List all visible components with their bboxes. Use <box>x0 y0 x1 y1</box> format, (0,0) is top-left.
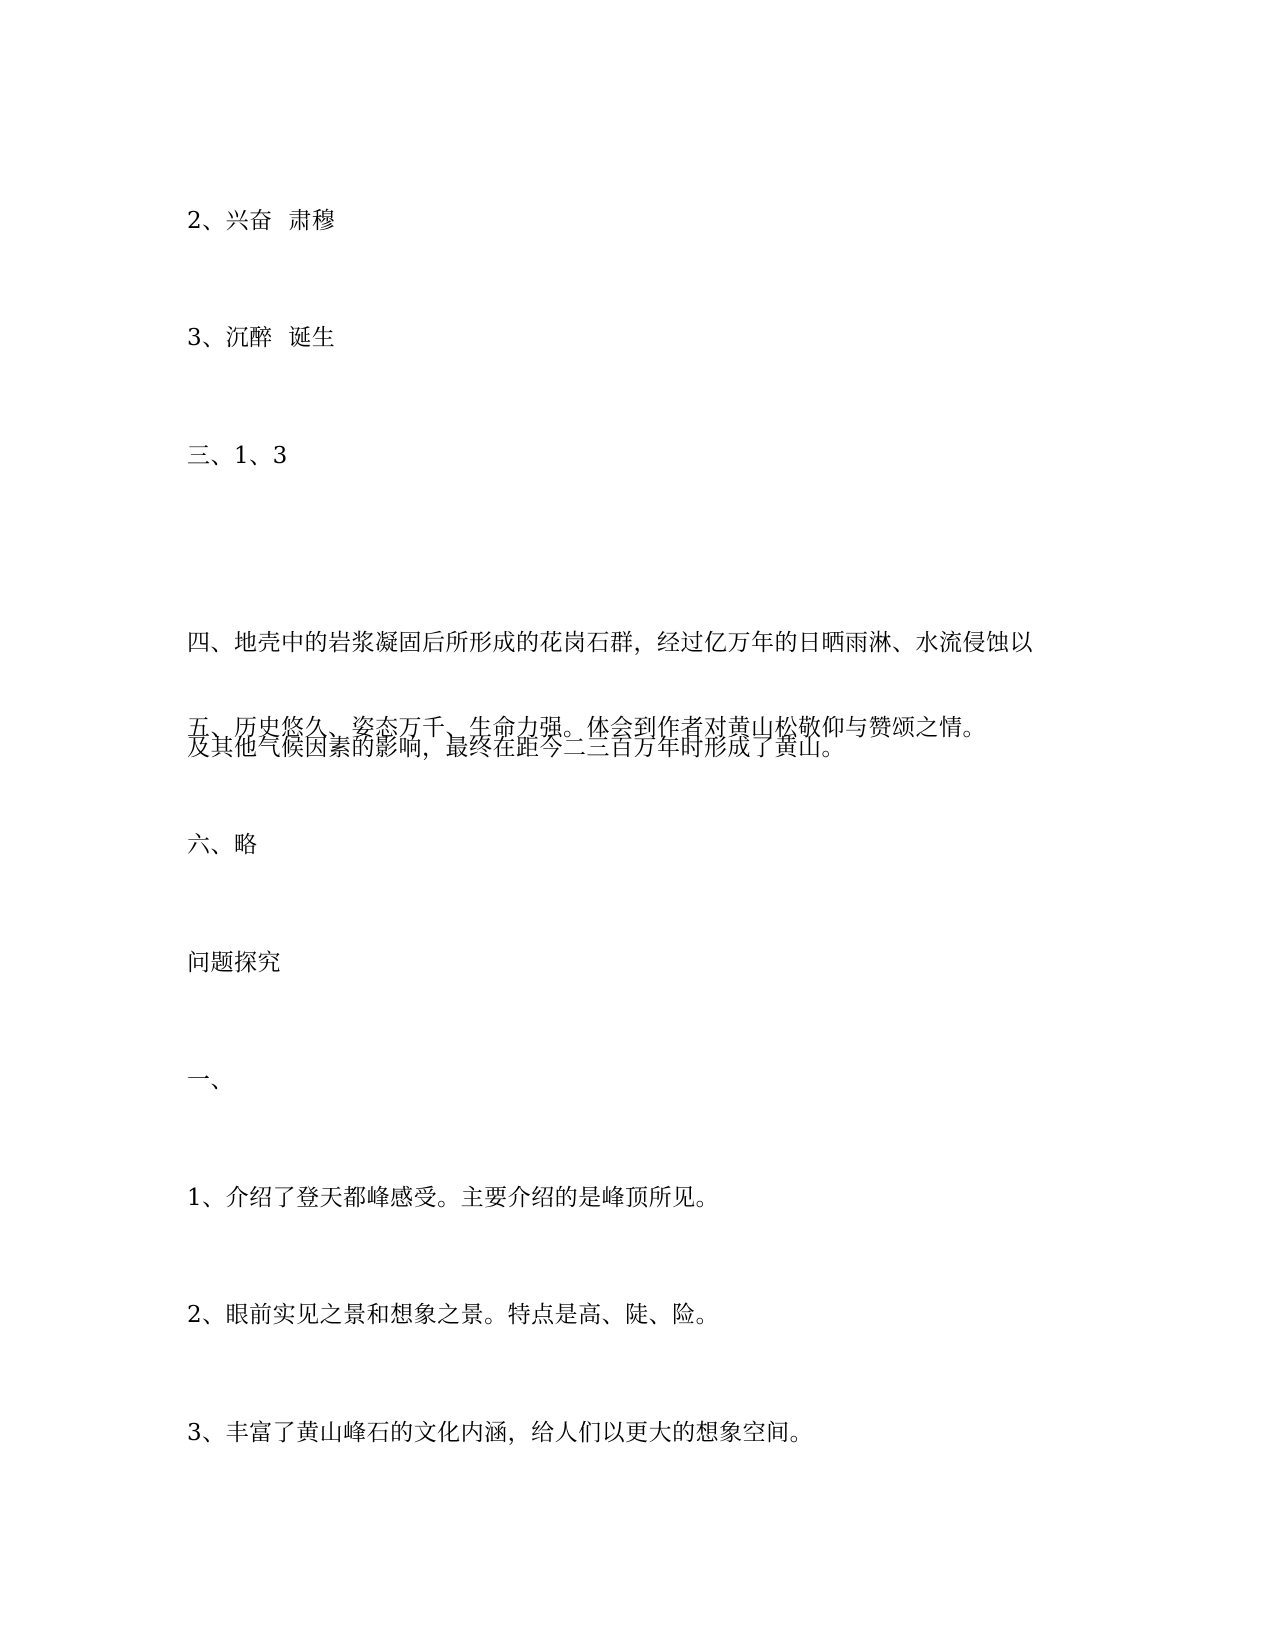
answer-paragraph-line: 及其他气候因素的影响，最终在距今二三百万年时形成了黄山。 <box>187 735 845 761</box>
answer-line: 1、介绍了登天都峰感受。主要介绍的是峰顶所见。 <box>187 1185 720 1211</box>
answer-paragraph <box>187 556 1087 836</box>
answer-line: 3、丰富了黄山峰石的文化内涵，给人们以更大的想象空间。 <box>187 1420 814 1446</box>
answer-line: 2、兴奋 肃穆 <box>187 208 336 234</box>
answer-line: 六、略 <box>187 832 258 858</box>
answer-line: 一、 <box>187 1067 234 1093</box>
answer-line: 五、历史悠久、姿态万千、生命力强。体会到作者对黄山松敬仰与赞颂之情。 <box>187 715 986 741</box>
answer-line: 3、沉醉 诞生 <box>187 325 336 351</box>
answer-line: 2、眼前实见之景和想象之景。特点是高、陡、险。 <box>187 1302 720 1328</box>
answer-line: 三、1、3 <box>187 443 288 469</box>
section-heading: 问题探究 <box>187 950 281 976</box>
answer-paragraph-line: 四、地壳中的岩浆凝固后所形成的花岗石群，经过亿万年的日晒雨淋、水流侵蚀以 <box>187 630 1033 656</box>
